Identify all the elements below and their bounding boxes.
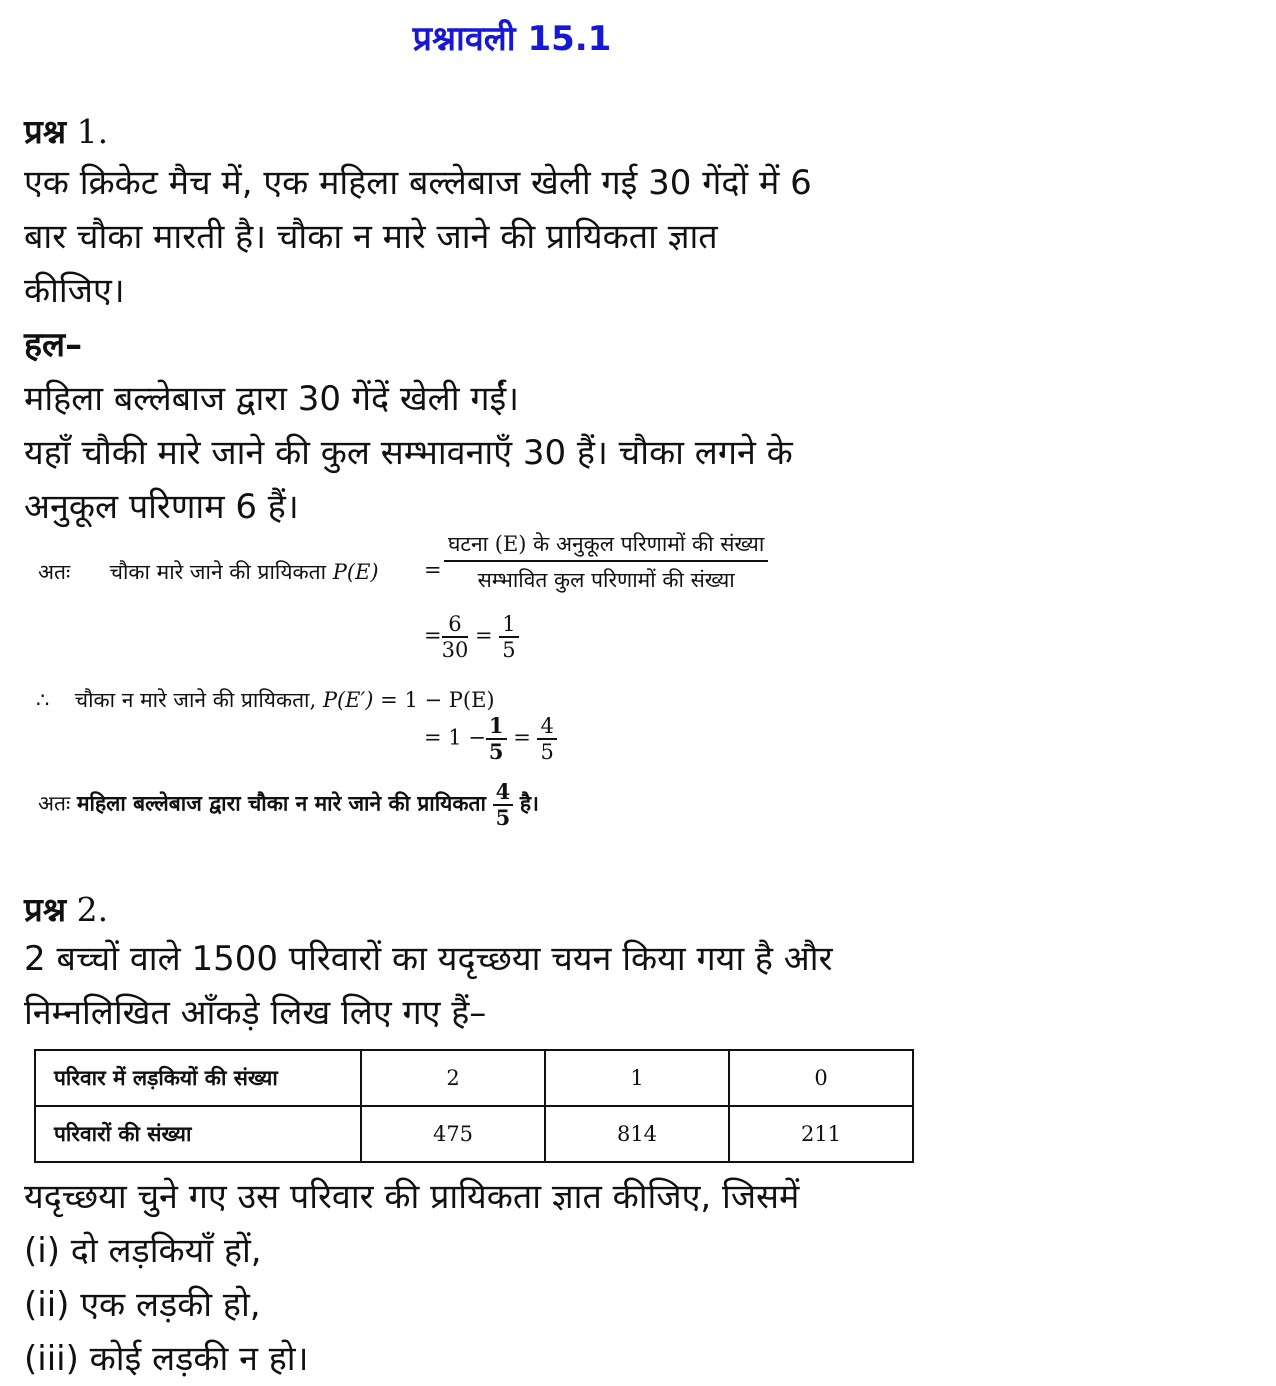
question-number: 1.: [76, 112, 109, 151]
solution-line-2: यहाँ चौकी मारे जाने की कुल सम्भावनाएँ 30 हैं। चौका लगने के: [24, 433, 793, 473]
math-not-prob-text: चौका न मारे जाने की प्रायिकता,: [74, 688, 317, 712]
table-row-head: परिवारों की संख्या: [35, 1106, 361, 1162]
solution-label: हल–: [24, 325, 83, 365]
solution-line-3: अनुकूल परिणाम 6 हैं।: [24, 487, 299, 527]
therefore-symbol: ∴: [36, 688, 50, 712]
math-f4-den: 5: [488, 739, 504, 765]
question-label: प्रश्न: [24, 890, 67, 929]
conclusion-den: 5: [495, 805, 511, 831]
conclusion-prefix: अतः: [38, 791, 71, 816]
math-eq-1: =: [424, 558, 442, 582]
math-line-3: [36, 686, 495, 714]
table-cell: 0: [729, 1050, 913, 1106]
question-2-heading: [24, 886, 108, 931]
question-2-line-1: 2 बच्चों वाले 1500 परिवारों का यदृच्छया चयन किया गया है और: [24, 939, 833, 979]
table-cell: 211: [729, 1106, 913, 1162]
question-2-part-i: (i) दो लड़कियाँ हों,: [24, 1231, 262, 1271]
math-f5-den: 5: [540, 740, 554, 765]
table-row: [35, 1050, 913, 1106]
math-line3-rhs: = 1 − P(E): [380, 688, 495, 712]
question-1-line-3: कीजिए।: [24, 271, 125, 311]
math-line-4: = 1 − $\frac{1}{5}$ = $\frac{4}{5}$: [424, 714, 557, 764]
question-2-after-text: यदृच्छया चुने गए उस परिवार की प्रायिकता ज्ञात कीजिए, जिसमें: [24, 1177, 800, 1217]
math-prefix-atah: अतः: [38, 560, 71, 584]
conclusion-suffix: है।: [519, 790, 540, 816]
math-fraction-main-num: घटना (E) के अनुकूल परिणामों की संख्या: [444, 532, 768, 562]
math-pe: P(E): [332, 560, 379, 584]
math-conclusion: [38, 780, 539, 830]
table-cell: 2: [361, 1050, 545, 1106]
question-1-line-1: एक क्रिकेट मैच में, एक महिला बल्लेबाज खेली गई 30 गेंदों में 6: [24, 163, 812, 203]
math-line-2: = $\frac{6}{30}$ = $\frac{1}{5}$: [424, 612, 519, 662]
question-number: 2.: [76, 890, 109, 929]
question-1-heading: [24, 108, 108, 153]
table-cell: 475: [361, 1106, 545, 1162]
math-f5-num: 4: [537, 714, 556, 740]
question-2-part-iii: (iii) कोई लड़की न हो।: [24, 1339, 309, 1379]
table-cell: 814: [545, 1106, 729, 1162]
table-row: [35, 1106, 913, 1162]
math-prob-text: चौका मारे जाने की प्रायिकता: [109, 560, 327, 584]
families-table: [34, 1049, 914, 1163]
table-cell: 1: [545, 1050, 729, 1106]
solution-line-1: महिला बल्लेबाज द्वारा 30 गेंदें खेली गईं।: [24, 379, 520, 419]
math-line4-prefix: = 1 −: [424, 725, 486, 750]
question-2-part-ii: (ii) एक लड़की हो,: [24, 1285, 261, 1325]
question-2-line-2: निम्नलिखित आँकड़े लिख लिए गए हैं–: [24, 993, 487, 1033]
math-line-1: [38, 558, 379, 586]
math-f2-num: 6: [442, 612, 469, 638]
math-f2-den: 30: [441, 638, 469, 663]
math-fraction-main: [444, 532, 768, 592]
question-1-line-2: बार चौका मारती है। चौका न मारे जाने की प्रायिकता ज्ञात: [24, 217, 718, 257]
conclusion-num: 4: [493, 780, 514, 806]
math-f3-num: 1: [499, 612, 518, 638]
math-fraction-main-den: सम्भावित कुल परिणामों की संख्या: [477, 568, 735, 593]
exercise-title: प्रश्नावली 15.1: [412, 19, 612, 59]
question-label: प्रश्न: [24, 112, 67, 151]
math-f3-den: 5: [502, 638, 516, 663]
math-f4-num: 1: [486, 714, 507, 740]
conclusion-text: महिला बल्लेबाज द्वारा चौका न मारे जाने की प्रायिकता: [76, 790, 486, 816]
table-row-head: परिवार में लड़कियों की संख्या: [35, 1050, 361, 1106]
math-pe-bar: P(E′): [322, 688, 374, 712]
